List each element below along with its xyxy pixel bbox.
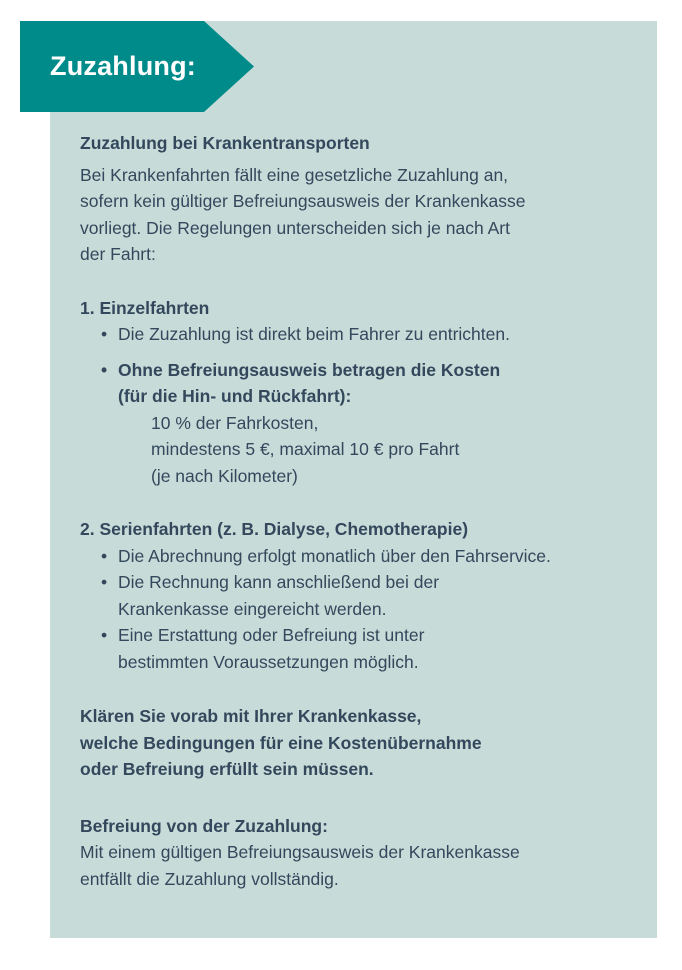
intro-text <box>80 162 640 268</box>
cost-detail-line: 10 % der Fahrkosten, <box>151 412 319 433</box>
intro-line: vorliegt. Die Regelungen unterscheiden sich je nach Art <box>80 217 510 238</box>
title-banner <box>20 21 254 112</box>
section2-bullet2-line: Die Rechnung kann anschließend bei der <box>118 572 440 592</box>
cost-detail-line: mindestens 5 €, maximal 10 € pro Fahrt <box>151 439 460 459</box>
bullet: • <box>101 545 108 566</box>
bullet: • <box>101 324 108 344</box>
list-item <box>80 357 640 410</box>
exemption-section <box>80 813 640 893</box>
section-serienfahrten <box>80 516 640 675</box>
list-item <box>80 569 640 622</box>
banner-title: Zuzahlung: <box>50 51 196 81</box>
section1-heading: 1. Einzelfahrten <box>80 297 210 318</box>
intro-heading: Zuzahlung bei Krankentransporten <box>80 133 370 153</box>
section1-bullet1: Die Zuzahlung ist direkt beim Fahrer zu entrichten. <box>118 324 510 344</box>
list-item <box>80 321 640 348</box>
exemption-line: entfällt die Zuzahlung vollständig. <box>80 868 339 889</box>
bullet: • <box>101 572 108 592</box>
cost-details <box>80 410 640 490</box>
section2-bullet2-line: Krankenkasse eingereicht werden. <box>118 598 387 619</box>
notice <box>80 703 640 783</box>
exemption-line: Mit einem gültigen Befreiungsausweis der Krankenkasse <box>80 842 520 862</box>
section2-bullet1: Die Abrechnung erfolgt monatlich über den Fahrservice. <box>118 545 551 566</box>
section-einzelfahrten <box>80 295 640 490</box>
notice-line: oder Befreiung erfüllt sein müssen. <box>80 759 374 779</box>
notice-line: Klären Sie vorab mit Ihrer Krankenkasse, <box>80 706 422 726</box>
bullet: • <box>101 625 108 645</box>
list-item <box>80 543 640 570</box>
bullet: • <box>101 359 108 380</box>
intro-line: Bei Krankenfahrten fällt eine gesetzliche Zuzahlung an, <box>80 164 509 185</box>
intro-line: der Fahrt: <box>80 244 156 264</box>
cost-detail-line: (je nach Kilometer) <box>151 465 298 486</box>
notice-line: welche Bedingungen für eine Kostenübernahme <box>80 732 482 753</box>
intro-line: sofern kein gültiger Befreiungsausweis der Krankenkasse <box>80 191 526 211</box>
section1-bullet2-line: Ohne Befreiungsausweis betragen die Kosten <box>118 359 501 380</box>
content <box>80 130 640 892</box>
list-item <box>80 622 640 675</box>
section2-bullet3-line: bestimmten Voraussetzungen möglich. <box>118 651 419 672</box>
exemption-heading: Befreiung von der Zuzahlung: <box>80 815 328 836</box>
section2-bullet3-line: Eine Erstattung oder Befreiung ist unter <box>118 625 425 645</box>
section2-heading: 2. Serienfahrten (z. B. Dialyse, Chemotherapie) <box>80 519 469 539</box>
section1-bullet2-line: (für die Hin- und Rückfahrt): <box>118 386 352 406</box>
